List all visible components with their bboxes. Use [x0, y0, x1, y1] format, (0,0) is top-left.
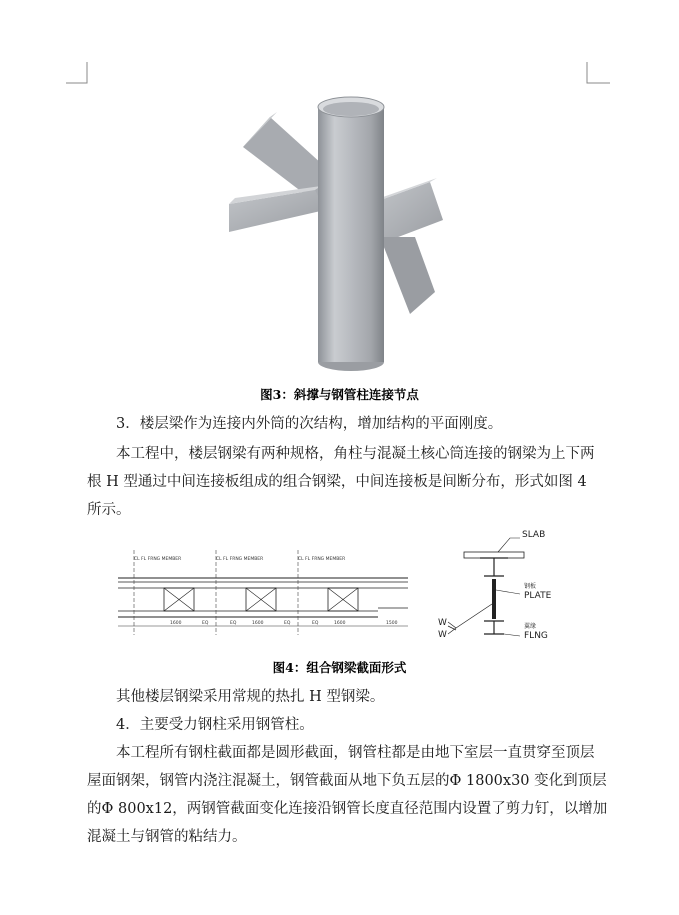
paragraph-floor-beam: 3．楼层梁作为连接内外筒的次结构，增加结构的平面刚度。 — [116, 416, 503, 432]
plate-label: PLATE — [524, 591, 552, 601]
figure4-beam-elevation — [118, 540, 413, 640]
figure4-beam-section — [428, 524, 588, 646]
left-beam — [229, 190, 325, 232]
dim-label: 1600 — [252, 621, 264, 626]
flange-label-cn: 翼缘 — [524, 623, 537, 630]
paragraph-column-section-line2: 屋面钢架，钢管内浇注混凝土，钢管截面从地下负五层的Φ 1800x30 变化到顶层 — [87, 773, 607, 789]
flange-label: FLNG — [524, 631, 548, 641]
slab — [464, 552, 524, 558]
figure3-node-render — [225, 92, 450, 372]
dim-label: EQ — [202, 621, 209, 626]
paragraph-column-section-line4: 混凝土与钢管的粘结力。 — [87, 829, 247, 845]
right-lower-brace — [380, 237, 435, 314]
corner-mark-top-right — [586, 62, 610, 86]
paragraph-beam-types-line3: 所示。 — [87, 502, 131, 518]
dim-label: EQ — [230, 621, 237, 626]
member-label-1: CL FL FRNG MEMBER — [134, 557, 182, 562]
corner-mark-top-left — [66, 62, 90, 86]
dim-label: EQ — [312, 621, 319, 626]
figure3-caption: 图3：斜撑与钢管柱连接节点 — [260, 387, 419, 402]
dim-label: 1600 — [170, 621, 182, 626]
steel-tube-column — [318, 107, 384, 362]
right-upper-brace — [375, 182, 443, 242]
dim-label: EQ — [284, 621, 291, 626]
weld-label-1: W — [438, 618, 447, 628]
paragraph-column-section-line3: 的Φ 800x12，两钢管截面变化连接沿钢管长度直径范围内设置了剪力钉，以增加 — [87, 801, 608, 817]
middle-plate — [492, 579, 496, 619]
dim-label: 1600 — [334, 621, 346, 626]
figure4-caption: 图4：组合钢梁截面形式 — [272, 660, 407, 675]
paragraph-steel-columns: 4．主要受力钢柱采用钢管柱。 — [116, 717, 314, 733]
dim-label: 1500 — [386, 621, 398, 626]
plate-label-cn: 钢板 — [524, 583, 537, 590]
weld-label-2: W — [438, 630, 447, 640]
member-label-3: CL FL FRNG MEMBER — [298, 557, 346, 562]
paragraph-beam-types-line1: 本工程中，楼层钢梁有两种规格，角柱与混凝土核心筒连接的钢梁为上下两 — [116, 446, 595, 462]
slab-label: SLAB — [522, 530, 546, 540]
paragraph-column-section-line1: 本工程所有钢柱截面都是圆形截面，钢管柱都是由地下室层一直贯穿至顶层 — [116, 745, 595, 761]
member-label-2: CL FL FRNG MEMBER — [216, 557, 264, 562]
paragraph-other-beams: 其他楼层钢梁采用常规的热扎 H 型钢梁。 — [116, 689, 385, 705]
paragraph-beam-types-line2: 根 H 型通过中间连接板组成的组合钢梁，中间连接板是间断分布，形式如图 4 — [87, 474, 587, 490]
